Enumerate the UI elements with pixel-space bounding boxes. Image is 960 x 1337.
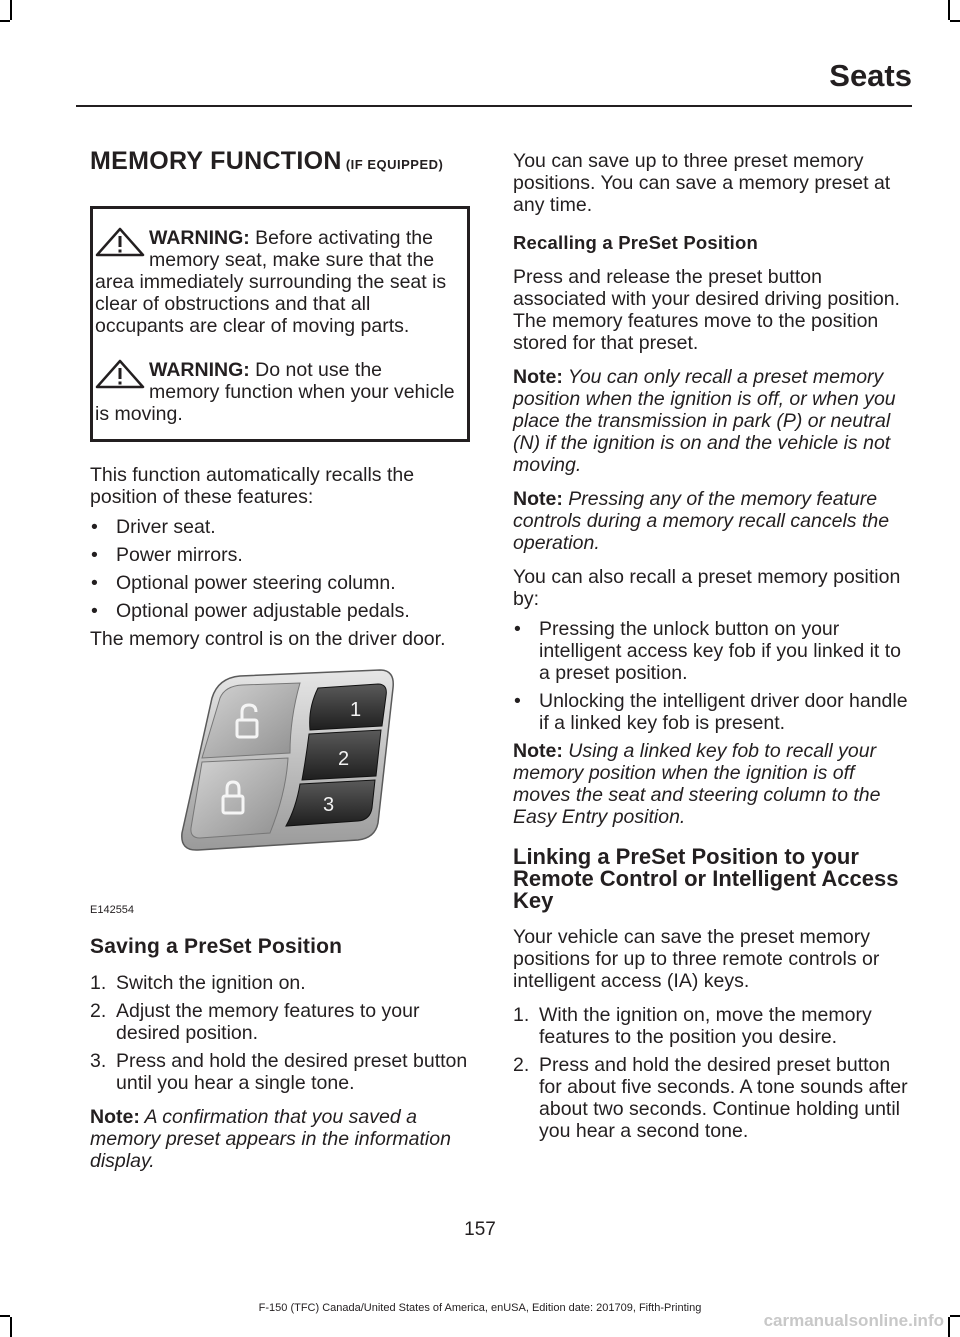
step-text: Press and hold the desired preset button for about five seconds. A tone sounds after about two seconds. Continue holding until you hear a second tone. xyxy=(539,1054,908,1142)
intro-paragraph: This function automatically recalls the position of these features: xyxy=(90,464,415,508)
recall-methods-list xyxy=(513,618,910,734)
list-item: • Unlocking the intelligent driver door handle if a linked key fob is present. xyxy=(513,690,910,734)
note-text: A confirmation that you saved a memory preset appears in the information display. xyxy=(90,1106,451,1172)
list-item xyxy=(90,1050,470,1094)
saving-steps xyxy=(90,972,470,1094)
recall-paragraph: Press and release the preset button associated with your desired driving position. The memory features move to the position stored for that preset. xyxy=(513,266,900,354)
warning-triangle-icon xyxy=(95,359,145,389)
note-linked-key-fob xyxy=(513,740,910,828)
step-number: 3. xyxy=(90,1050,107,1072)
watermark: carmanualsonline.info xyxy=(763,1311,944,1330)
list-item xyxy=(90,972,470,994)
heading-recalling-preset: Recalling a PreSet Position xyxy=(513,232,758,253)
warning-label: WARNING: xyxy=(149,227,250,249)
warning-label: WARNING: xyxy=(149,359,250,381)
edition-line: F-150 (TFC) Canada/United States of America, enUSA, Edition date: 201709, Fifth-Printing xyxy=(258,1302,702,1314)
crop-mark xyxy=(948,0,950,20)
note-text: You can only recall a preset memory position when the ignition is off, or when you place the transmission in park (P) or neutral (N) if the ignition is on and the vehicle is not moving. xyxy=(513,366,896,476)
page-number: 157 xyxy=(464,1219,496,1240)
list-item xyxy=(513,1004,910,1048)
section-heading-memory-function xyxy=(90,146,470,180)
step-number: 2. xyxy=(513,1054,530,1076)
warning-box xyxy=(90,206,470,442)
list-item xyxy=(513,1054,910,1142)
warning-text: Do not use the memory function when your vehicle is moving. xyxy=(95,359,455,425)
linking-paragraph: Your vehicle can save the preset memory positions for up to three remote controls or intelligent access (IA) keys. xyxy=(513,926,880,992)
preset-button-1-label: 1 xyxy=(350,699,362,721)
note-confirmation xyxy=(90,1106,470,1172)
note-text: Using a linked key fob to recall your memory position when the ignition is off moves the seat and steering column to the Easy Entry position. xyxy=(513,740,881,828)
warning-text: Before activating the memory seat, make sure that the area immediately surrounding the seat is clear of obstructions and that all occupants are clear of moving parts. xyxy=(95,227,447,337)
list-item: • Power mirrors. xyxy=(90,544,470,566)
crop-mark xyxy=(0,1315,10,1317)
step-number: 1. xyxy=(513,1004,530,1026)
intro-paragraph: You can save up to three preset memory positions. You can save a memory preset at any time. xyxy=(513,150,891,216)
step-text: Adjust the memory features to your desired position. xyxy=(116,1000,420,1044)
warning-triangle-icon xyxy=(95,227,145,257)
crop-mark xyxy=(950,1315,960,1317)
page-header-title: Seats xyxy=(829,58,912,93)
heading-text: MEMORY FUNCTION xyxy=(90,147,342,175)
crop-mark xyxy=(948,1317,950,1337)
list-item xyxy=(90,1000,470,1044)
left-column xyxy=(90,146,470,1172)
preset-button-3-label: 3 xyxy=(323,794,335,816)
step-number: 1. xyxy=(90,972,107,994)
figure-code: E142554 xyxy=(90,904,135,916)
heading-saving-preset: Saving a PreSet Position xyxy=(90,935,343,958)
note-label: Note: xyxy=(90,1106,140,1128)
memory-control-figure xyxy=(90,658,470,920)
preset-button-2-label: 2 xyxy=(338,748,350,770)
crop-mark xyxy=(10,0,12,20)
note-label: Note: xyxy=(513,740,563,762)
memory-switch-illustration xyxy=(90,658,470,888)
crop-mark xyxy=(10,1317,12,1337)
heading-suffix: (IF EQUIPPED) xyxy=(341,157,444,172)
header-rule xyxy=(76,105,912,107)
also-recall-paragraph: You can also recall a preset memory position by: xyxy=(513,566,901,610)
step-text: Press and hold the desired preset button until you hear a single tone. xyxy=(116,1050,468,1094)
step-text: With the ignition on, move the memory features to the position you desire. xyxy=(539,1004,872,1048)
note-recall-cancel xyxy=(513,488,910,554)
linking-steps xyxy=(513,1004,910,1142)
note-recall-conditions xyxy=(513,366,910,476)
list-item: • Driver seat. xyxy=(90,516,470,538)
right-column xyxy=(513,150,910,1148)
list-item: • Pressing the unlock button on your intelligent access key fob if you linked it to a preset position. xyxy=(513,618,910,684)
features-list xyxy=(90,516,470,622)
warning-2 xyxy=(95,359,457,425)
note-label: Note: xyxy=(513,488,563,510)
control-location-paragraph: The memory control is on the driver door. xyxy=(90,628,446,650)
note-label: Note: xyxy=(513,366,563,388)
list-item: • Optional power steering column. xyxy=(90,572,470,594)
note-text: Pressing any of the memory feature controls during a memory recall cancels the operation. xyxy=(513,488,890,554)
crop-mark xyxy=(950,20,960,22)
step-number: 2. xyxy=(90,1000,107,1022)
crop-mark xyxy=(0,20,10,22)
list-item: • Optional power adjustable pedals. xyxy=(90,600,470,622)
warning-1 xyxy=(95,227,457,337)
heading-linking-preset: Linking a PreSet Position to your Remote Control or Intelligent Access Key xyxy=(513,844,899,913)
step-text: Switch the ignition on. xyxy=(116,972,306,994)
